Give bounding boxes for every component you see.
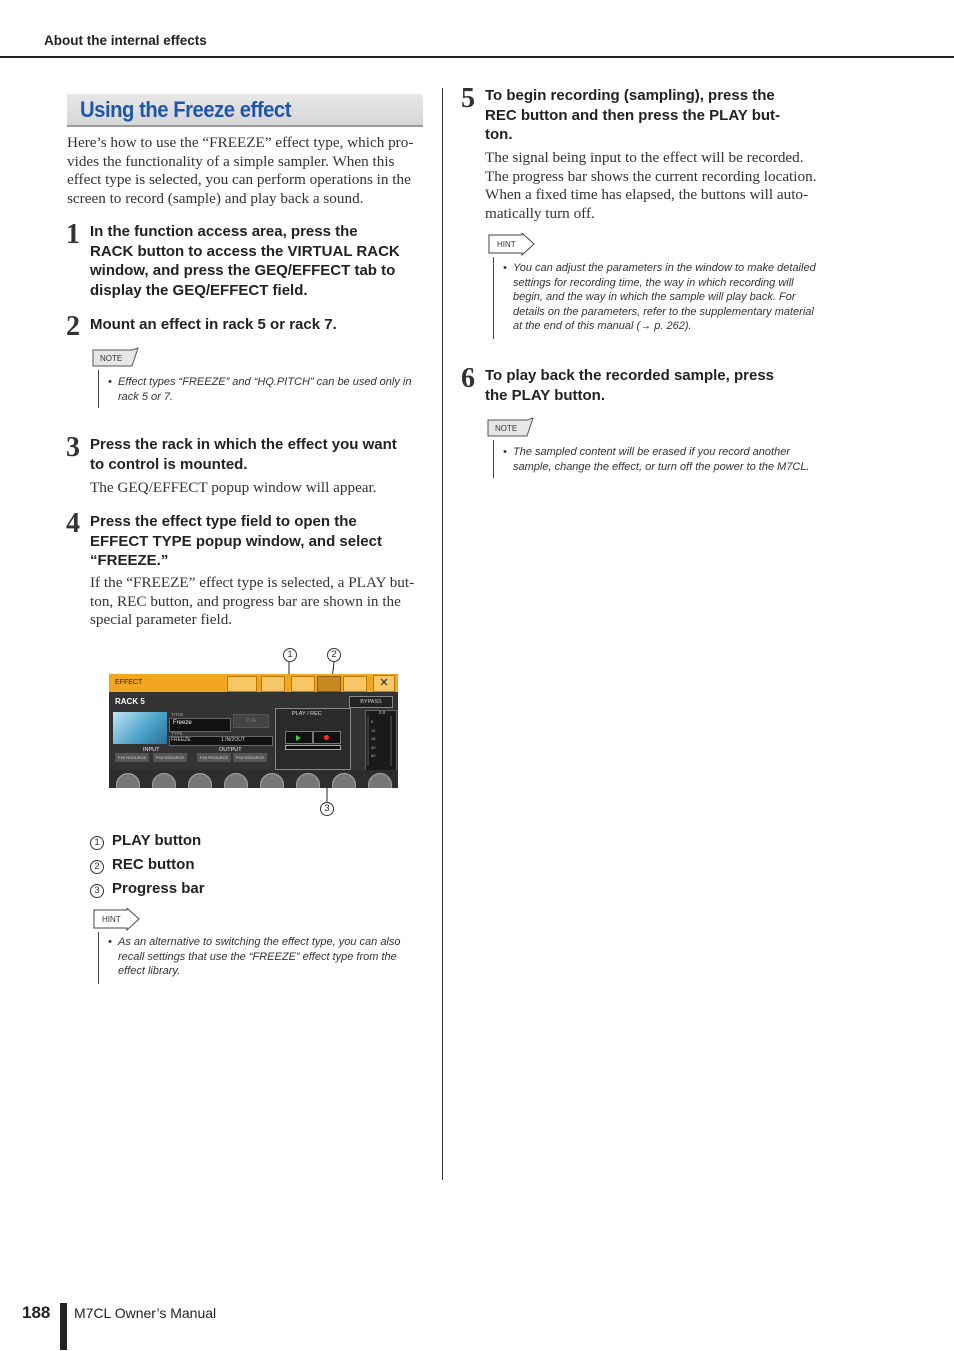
legend-number: 1 bbox=[90, 836, 104, 850]
hint-tag-label: HINT bbox=[102, 915, 121, 924]
note-1 bbox=[108, 375, 428, 404]
note-line: Effect types “FREEZE” and “HQ.PITCH” can be used only in bbox=[118, 376, 412, 388]
hint-rule bbox=[98, 932, 99, 984]
io-config-value: 1 IN/2OUT bbox=[221, 737, 245, 743]
step-line: To begin recording (sampling), press the bbox=[485, 87, 775, 104]
bullet: • bbox=[503, 262, 507, 274]
play-button[interactable] bbox=[285, 731, 313, 744]
callout-marker-1: 1 bbox=[283, 648, 297, 662]
legend-item bbox=[90, 832, 205, 856]
meter-bar-r bbox=[390, 716, 392, 766]
note-tag-label: NOTE bbox=[495, 424, 518, 433]
meter-tick: 6 bbox=[371, 719, 374, 724]
step-line: EFFECT TYPE popup window, and select bbox=[90, 532, 382, 550]
hint-line: settings for recording time, the way in which recording will bbox=[513, 276, 794, 289]
intro-line: Here’s how to use the “FREEZE” effect type, which pro- bbox=[67, 134, 414, 151]
step-3-number: 3 bbox=[66, 432, 80, 463]
callout-marker-2: 2 bbox=[327, 648, 341, 662]
section-title: Using the Freeze effect bbox=[80, 97, 291, 122]
step-2-heading bbox=[90, 315, 337, 335]
callout-marker-3: 3 bbox=[320, 802, 334, 816]
note-rule bbox=[98, 370, 99, 408]
running-header: About the internal effects bbox=[44, 33, 207, 48]
type-field-label: TYPE bbox=[171, 731, 183, 736]
step-4-body bbox=[90, 574, 414, 630]
intro-line: effect type is selected, you can perform operations in the bbox=[67, 171, 411, 189]
progress-bar bbox=[285, 745, 341, 750]
input-patch-l[interactable]: FX6 RSOURCE bbox=[115, 753, 149, 762]
step-line: “FREEZE.” bbox=[90, 552, 169, 569]
legend-label: REC button bbox=[112, 856, 195, 873]
step-1-number: 1 bbox=[66, 219, 80, 250]
play-rec-label: PLAY / REC bbox=[292, 711, 322, 717]
step-line: ton. bbox=[485, 126, 513, 143]
effect-type-value: FREEZE bbox=[171, 737, 191, 743]
step-line: REC button and then press the PLAY but- bbox=[485, 106, 781, 124]
column-divider bbox=[442, 88, 443, 1180]
note-line: The sampled content will be erased if you record another bbox=[513, 446, 790, 458]
hint-line: at the end of this manual (→ p. 262). bbox=[513, 320, 692, 333]
input-patch-r[interactable]: FX6 RSOURCE bbox=[153, 753, 187, 762]
footer-bar bbox=[60, 1303, 67, 1350]
step-line: Mount an effect in rack 5 or rack 7. bbox=[90, 316, 337, 333]
meter-scale bbox=[371, 718, 375, 761]
note-2 bbox=[503, 445, 833, 474]
step-6-number: 6 bbox=[461, 363, 475, 394]
body-line: The progress bar shows the current recording location. bbox=[485, 167, 817, 185]
note-line: sample, change the effect, or turn off the power to the M7CL. bbox=[513, 460, 810, 473]
output-label: OUTPUT bbox=[219, 747, 242, 753]
note-tag-label: NOTE bbox=[100, 354, 123, 363]
legend-number: 3 bbox=[90, 884, 104, 898]
body-line: The signal being input to the effect will be recorded. bbox=[485, 149, 804, 166]
store-icon[interactable] bbox=[261, 676, 285, 692]
body-line: When a fixed time has elapsed, the buttons will auto- bbox=[485, 186, 809, 204]
intro-paragraph bbox=[67, 134, 413, 208]
compare-icon[interactable] bbox=[343, 676, 367, 692]
bullet: • bbox=[108, 376, 112, 388]
hint-arrow-icon bbox=[93, 908, 141, 932]
body-line: matically turn off. bbox=[485, 204, 595, 222]
bypass-button[interactable]: BYPASS bbox=[349, 696, 393, 708]
meter-tick: 60 bbox=[371, 753, 376, 759]
legend-label: PLAY button bbox=[112, 832, 202, 849]
hint-arrow-icon bbox=[488, 233, 536, 257]
output-patch-l[interactable]: FX6 RSOURCE bbox=[197, 753, 231, 762]
body-line: special parameter field. bbox=[90, 611, 233, 629]
step-3-heading bbox=[90, 435, 397, 474]
step-4-number: 4 bbox=[66, 508, 80, 539]
step-line: window, and press the GEQ/EFFECT tab to bbox=[90, 262, 396, 279]
effect-window-title: EFFECT bbox=[115, 679, 143, 686]
output-patch-r[interactable]: FX6 RSOURCE bbox=[233, 753, 267, 762]
step-6-heading bbox=[485, 366, 774, 405]
hint-line: details on the parameters, refer to the supplementary material bbox=[513, 305, 814, 318]
meter-peak-value: 0.0 bbox=[379, 710, 386, 715]
hint-1 bbox=[108, 935, 428, 979]
meter-bar-l bbox=[367, 716, 369, 766]
meter-tick: 30 bbox=[371, 744, 376, 750]
rack-label: RACK 5 bbox=[115, 697, 145, 706]
input-label: INPUT bbox=[143, 747, 160, 753]
body-line: The GEQ/EFFECT popup window will appear. bbox=[90, 479, 377, 496]
callout-legend bbox=[90, 832, 205, 904]
manual-title: M7CL Owner’s Manual bbox=[74, 1305, 217, 1321]
note-rule bbox=[493, 440, 494, 478]
intro-line: vides the functionality of a simple sampler. When this bbox=[67, 152, 395, 170]
library-icon[interactable] bbox=[227, 676, 257, 692]
step-2-number: 2 bbox=[66, 311, 80, 342]
hint-line: begin, and the way in which the sample will play back. For bbox=[513, 291, 796, 304]
play-icon bbox=[296, 735, 301, 741]
level-meter bbox=[365, 710, 397, 772]
hint-line: effect library. bbox=[118, 965, 181, 978]
hint-rule bbox=[493, 257, 494, 339]
header-rule bbox=[0, 56, 954, 58]
bullet: • bbox=[503, 446, 507, 458]
hint-line: As an alternative to switching the effect type, you can also bbox=[118, 936, 401, 948]
hint-tag-label: HINT bbox=[497, 240, 516, 249]
step-4-heading bbox=[90, 512, 382, 571]
meter-tick: 18 bbox=[371, 736, 376, 742]
step-line: Press the effect type field to open the bbox=[90, 513, 357, 530]
close-icon[interactable]: ✕ bbox=[373, 675, 395, 692]
body-line: If the “FREEZE” effect type is selected, a PLAY but- bbox=[90, 574, 415, 591]
title-field-label: TITLE bbox=[171, 712, 184, 717]
legend-item bbox=[90, 856, 205, 880]
cue-button[interactable]: CUE bbox=[233, 714, 269, 728]
effect-thumbnail bbox=[113, 712, 167, 744]
step-5-number: 5 bbox=[461, 83, 475, 114]
note-tag-icon bbox=[92, 347, 140, 369]
hint-2 bbox=[503, 261, 833, 334]
hint-line: You can adjust the parameters in the window to make detailed bbox=[513, 262, 816, 274]
step-line: Press the rack in which the effect you want bbox=[90, 436, 397, 453]
step-5-heading bbox=[485, 86, 780, 145]
intro-line: screen to record (sample) and play back a sound. bbox=[67, 189, 364, 207]
meter-tick: 12 bbox=[371, 727, 376, 733]
hint-line: recall settings that use the “FREEZE” effect type from the bbox=[118, 950, 397, 963]
step-5-body bbox=[485, 149, 817, 223]
effect-window-screenshot bbox=[109, 674, 398, 788]
step-3-body bbox=[90, 479, 377, 498]
paste-icon[interactable] bbox=[317, 676, 341, 692]
legend-number: 2 bbox=[90, 860, 104, 874]
legend-label: Progress bar bbox=[112, 880, 205, 897]
note-tag-icon bbox=[487, 417, 535, 439]
title-field-value: Freeze bbox=[173, 720, 192, 726]
step-1-heading bbox=[90, 222, 400, 300]
body-line: ton, REC button, and progress bar are shown in the bbox=[90, 592, 401, 610]
legend-item bbox=[90, 880, 205, 904]
copy-icon[interactable] bbox=[291, 676, 315, 692]
rec-button[interactable] bbox=[313, 731, 341, 744]
note-line: rack 5 or 7. bbox=[118, 390, 174, 403]
step-line: the PLAY button. bbox=[485, 386, 605, 404]
step-line: In the function access area, press the bbox=[90, 223, 358, 240]
rec-icon bbox=[324, 735, 329, 740]
step-line: display the GEQ/EFFECT field. bbox=[90, 281, 308, 299]
bullet: • bbox=[108, 936, 112, 948]
step-line: To play back the recorded sample, press bbox=[485, 367, 774, 384]
step-line: to control is mounted. bbox=[90, 455, 248, 473]
page-number: 188 bbox=[22, 1303, 51, 1322]
step-line: RACK button to access the VIRTUAL RACK bbox=[90, 242, 400, 260]
